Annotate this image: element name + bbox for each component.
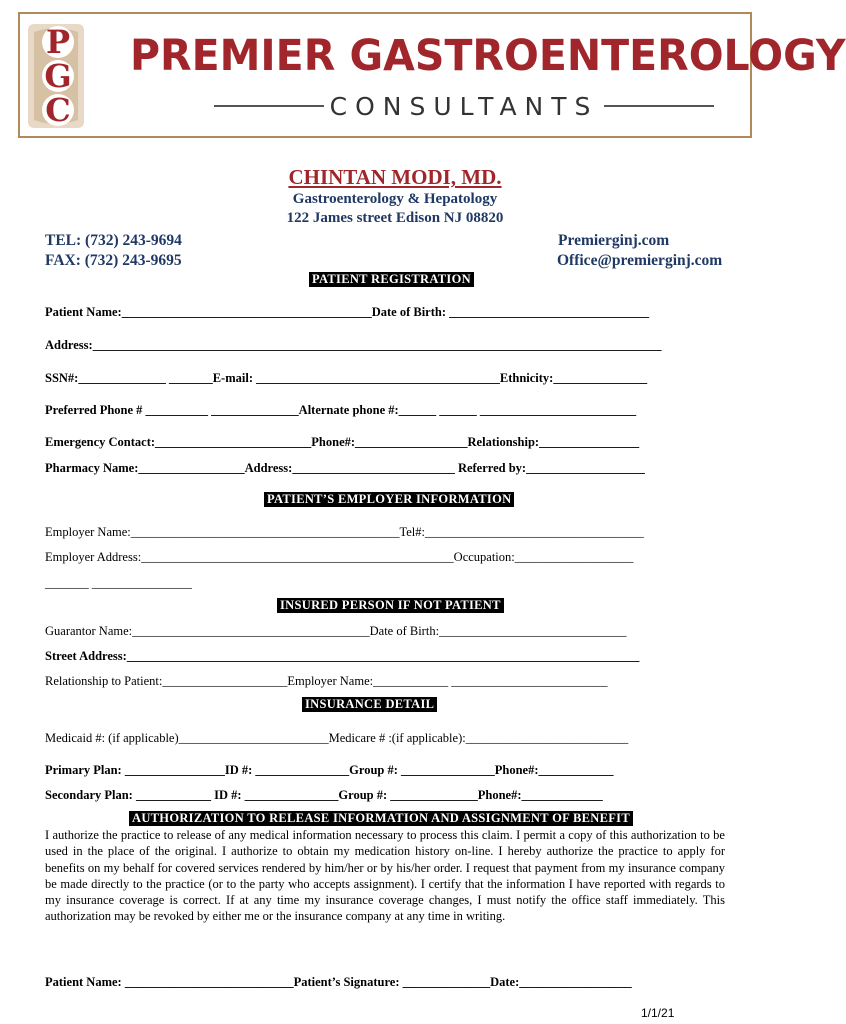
pgc-logo <box>20 20 92 132</box>
phone-field[interactable]: Preferred Phone # __________ ______________Alternate phone #:______ ______ _________________________ <box>45 403 637 417</box>
brand-subtitle-row <box>214 88 714 124</box>
signature-line[interactable]: Patient Name: ___________________________Patient’s Signature: ______________Date:__________________ <box>45 975 632 989</box>
street-address-field[interactable]: Street Address:__________________________________________________________________________________ <box>45 649 640 663</box>
fax: FAX: (732) 243-9695 <box>45 252 182 269</box>
section-patient-registration: PATIENT REGISTRATION <box>309 272 474 287</box>
divider <box>604 105 714 107</box>
secondary-plan-field[interactable]: Secondary Plan: ____________ ID #: _______________Group #: ______________Phone#:_____________ <box>45 788 603 802</box>
website-link[interactable]: Premierginj.com <box>558 232 670 249</box>
employer-address-continued[interactable]: _______ ________________ <box>45 576 192 590</box>
tel: TEL: (732) 243-9694 <box>45 232 182 249</box>
brand-subtitle: CONSULTANTS <box>329 91 599 121</box>
relationship-employer-field[interactable]: Relationship to Patient:____________________Employer Name:____________ _________________________ <box>45 674 608 688</box>
guarantor-field[interactable]: Guarantor Name:______________________________________Date of Birth:______________________________ <box>45 624 627 638</box>
patient-name-dob-field[interactable]: Patient Name:________________________________________Date of Birth: ________________________________ <box>45 305 650 319</box>
version-date: 1/1/21 <box>641 1006 675 1020</box>
brand-name: PREMIER GASTROENTEROLOGY <box>130 30 846 81</box>
logo-letter-c: C <box>45 91 71 129</box>
pharmacy-field[interactable]: Pharmacy Name:_________________Address:__________________________ Referred by:___________________ <box>45 461 645 475</box>
email-link[interactable]: Office@premierginj.com <box>557 252 723 269</box>
doctor-name: CHINTAN MODI, MD. <box>288 165 502 189</box>
divider <box>214 105 324 107</box>
specialty: Gastroenterology & Hepatology <box>292 191 498 207</box>
section-authorization: AUTHORIZATION TO RELEASE INFORMATION AND ASSIGNMENT OF BENEFIT <box>129 811 633 826</box>
address-field[interactable]: Address:___________________________________________________________________________________________ <box>45 338 662 352</box>
logo-letter-p: P <box>45 23 71 61</box>
authorization-paragraph: I authorize the practice to release of any medical information necessary to process this claim. I permit a copy of this authorization to be used in the place of the original. I authorize to obtain my medication history on-line. I hereby authorize the practice to apply for benefits on my behalf for covered services rendered by him/her or by his/her order. I request that payment from my insurance company be made directly to the practice (or to the party who accepts assignment). I certify that the information I have reported with regards to my insurance coverage is correct. If at any time my insurance coverage changes, I must notify the office staff immediately. This authorization may be revoked by either me or the insurance company at any time in writing. <box>45 828 725 924</box>
emergency-contact-field[interactable]: Emergency Contact:_________________________Phone#:__________________Relationship:________________ <box>45 435 640 449</box>
primary-plan-field[interactable]: Primary Plan: ________________ID #: _______________Group #: _______________Phone#:____________ <box>45 763 614 777</box>
ssn-email-ethnicity-field[interactable]: SSN#:______________ _______E-mail: _______________________________________Ethnicity:_______________ <box>45 371 648 385</box>
section-insurance-detail: INSURANCE DETAIL <box>302 697 437 712</box>
logo-letter-g: G <box>44 57 72 95</box>
section-employer: PATIENT’S EMPLOYER INFORMATION <box>264 492 514 507</box>
section-insured-person: INSURED PERSON IF NOT PATIENT <box>277 598 504 613</box>
employer-name-field[interactable]: Employer Name:___________________________________________Tel#:___________________________________ <box>45 525 644 539</box>
practice-address: 122 James street Edison NJ 08820 <box>286 210 504 226</box>
employer-address-field[interactable]: Employer Address:__________________________________________________Occupation:___________________ <box>45 550 634 564</box>
medicaid-medicare-field[interactable]: Medicaid #: (if applicable)________________________Medicare # :(if applicable):__________________________ <box>45 731 629 745</box>
